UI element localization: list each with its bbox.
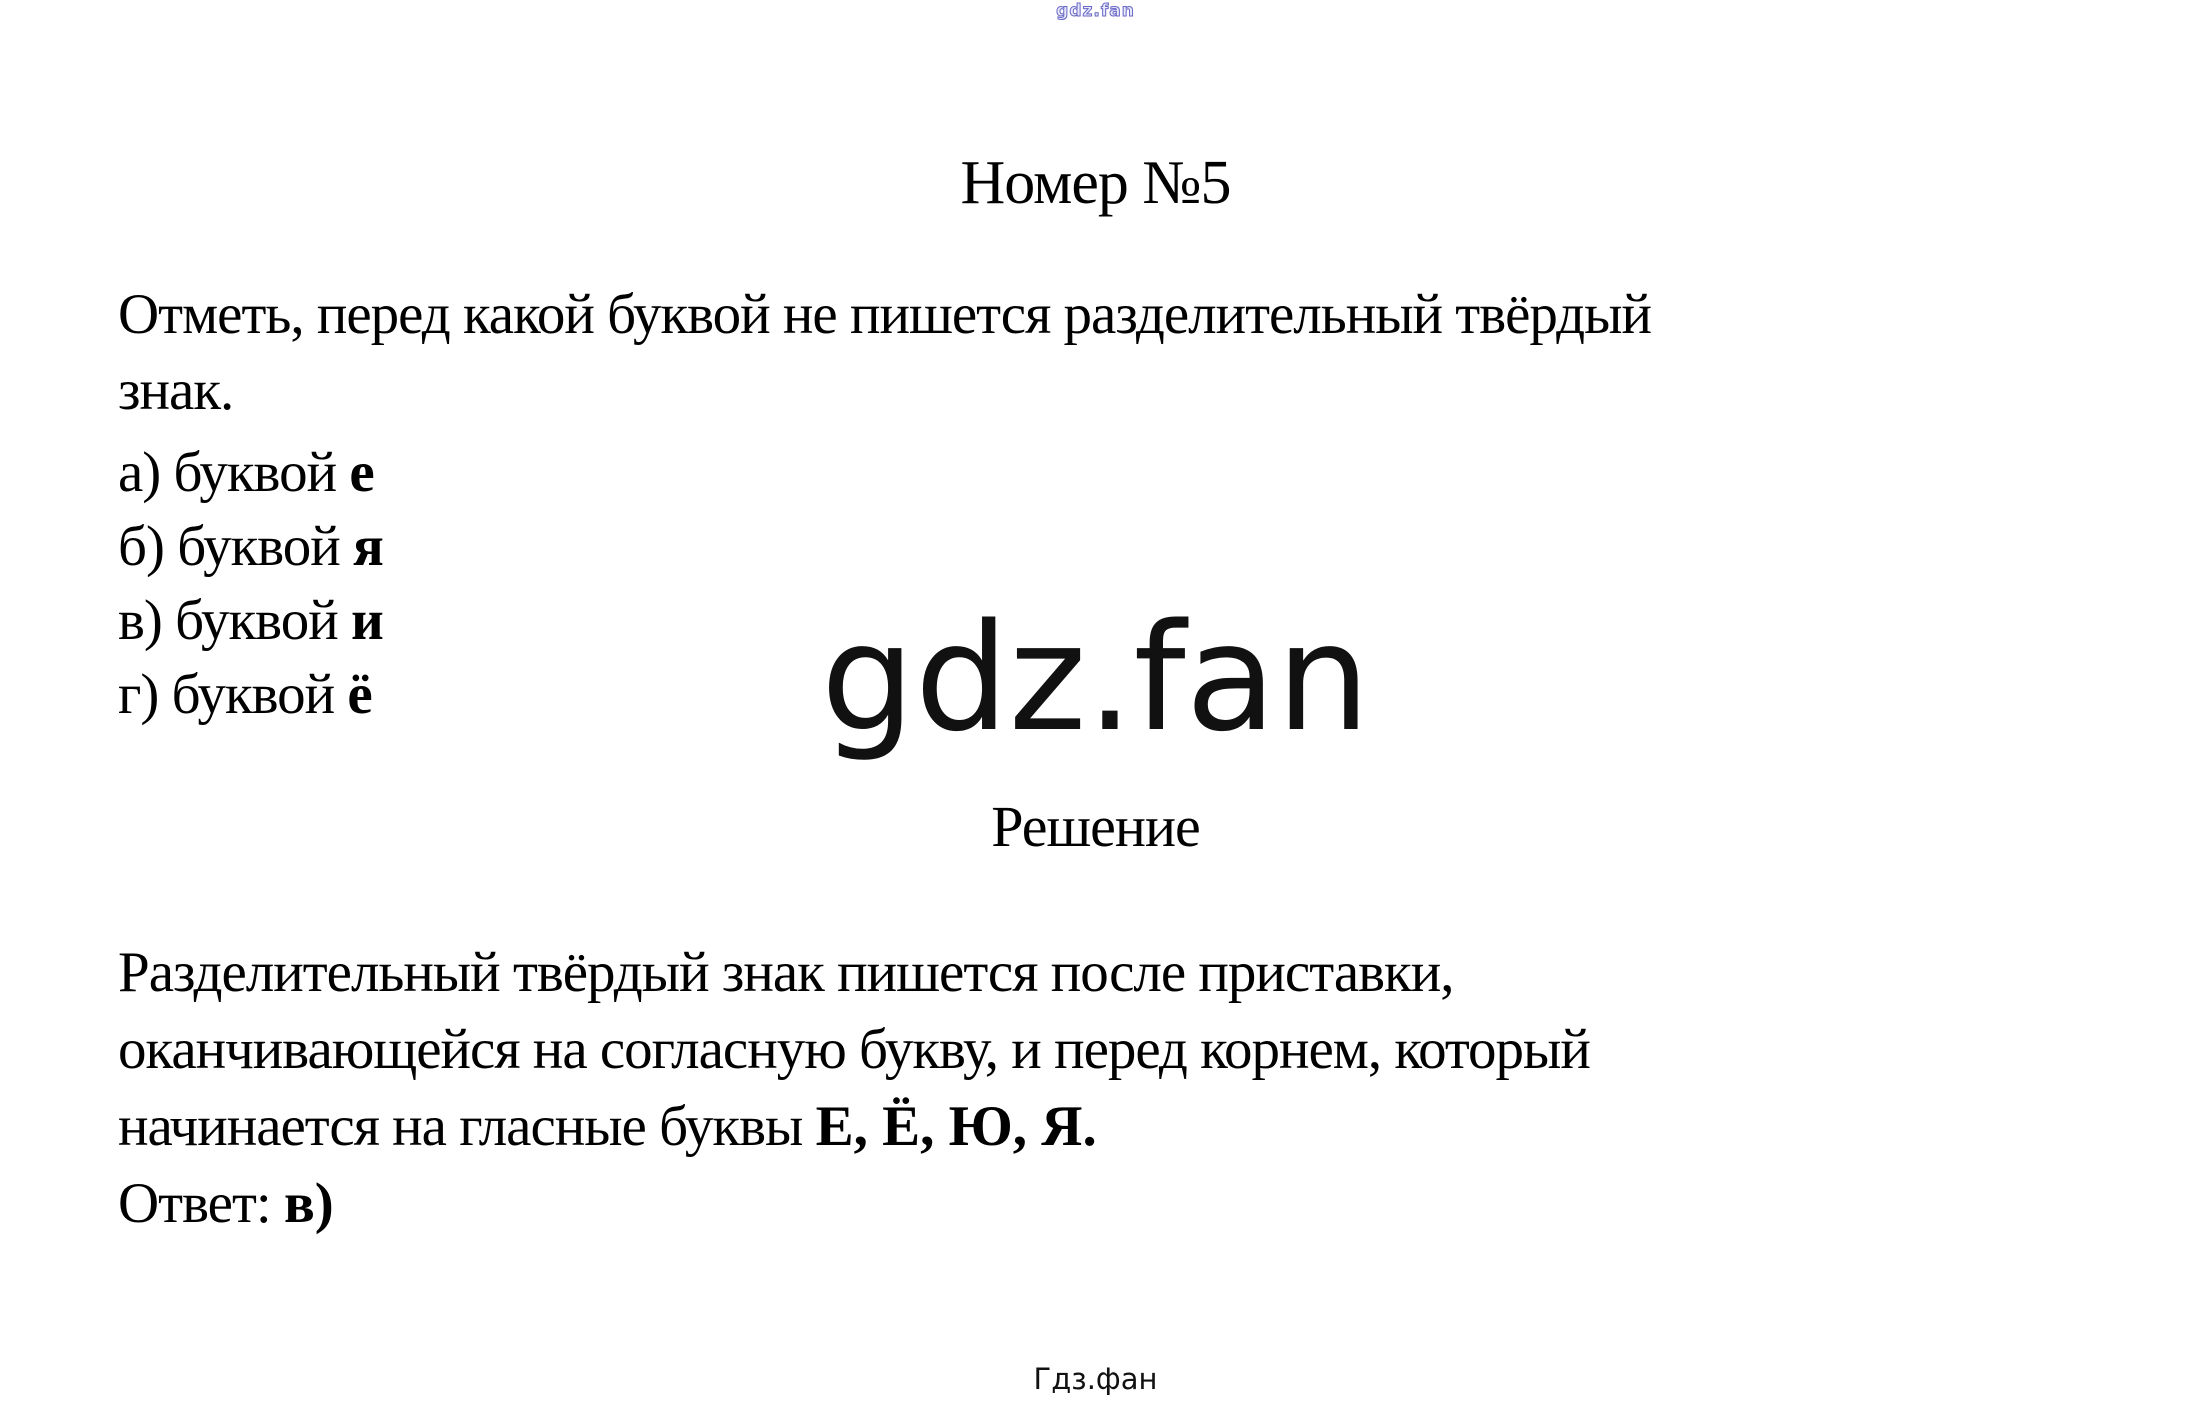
option-prefix: б) буквой	[118, 515, 354, 578]
solution-bold-text: Е, Ё, Ю, Я.	[815, 1095, 1097, 1158]
solution-heading: Решение	[991, 794, 1200, 859]
solution-bold-text: в)	[283, 1172, 334, 1235]
option-line	[118, 658, 384, 732]
solution-line	[118, 1165, 2101, 1242]
top-watermark: gdz.fan	[1056, 1, 1135, 21]
option-prefix: а) буквой	[118, 441, 350, 504]
option-letter-bold: я	[353, 515, 384, 578]
solution-line	[118, 1011, 2101, 1088]
option-prefix: в) буквой	[118, 589, 351, 652]
option-letter-bold: ё	[347, 663, 373, 726]
option-line	[118, 436, 384, 510]
footer-brand: Гдз.фан	[1033, 1362, 1158, 1396]
solution-text: оканчивающейся на согласную букву, и перед корнем, который	[118, 1018, 1590, 1081]
solution-line	[118, 1088, 2101, 1165]
question-paragraph	[118, 277, 2101, 429]
option-letter-bold: е	[349, 441, 375, 504]
option-line	[118, 510, 384, 584]
center-watermark: gdz.fan	[820, 592, 1371, 764]
solution-text: начинается на гласные буквы	[118, 1095, 816, 1158]
solution-paragraph	[118, 934, 2101, 1242]
page-title: Номер №5	[960, 149, 1231, 217]
options-list	[118, 436, 384, 732]
question-line: знак.	[118, 359, 234, 422]
option-prefix: г) буквой	[118, 663, 348, 726]
solution-line	[118, 934, 2101, 1011]
question-line: Отметь, перед какой буквой не пишется разделительный твёрдый	[118, 283, 1651, 346]
option-line	[118, 584, 384, 658]
option-letter-bold: и	[350, 589, 384, 652]
solution-text: Разделительный твёрдый знак пишется после приставки,	[118, 941, 1454, 1004]
solution-text: Ответ:	[118, 1172, 284, 1235]
